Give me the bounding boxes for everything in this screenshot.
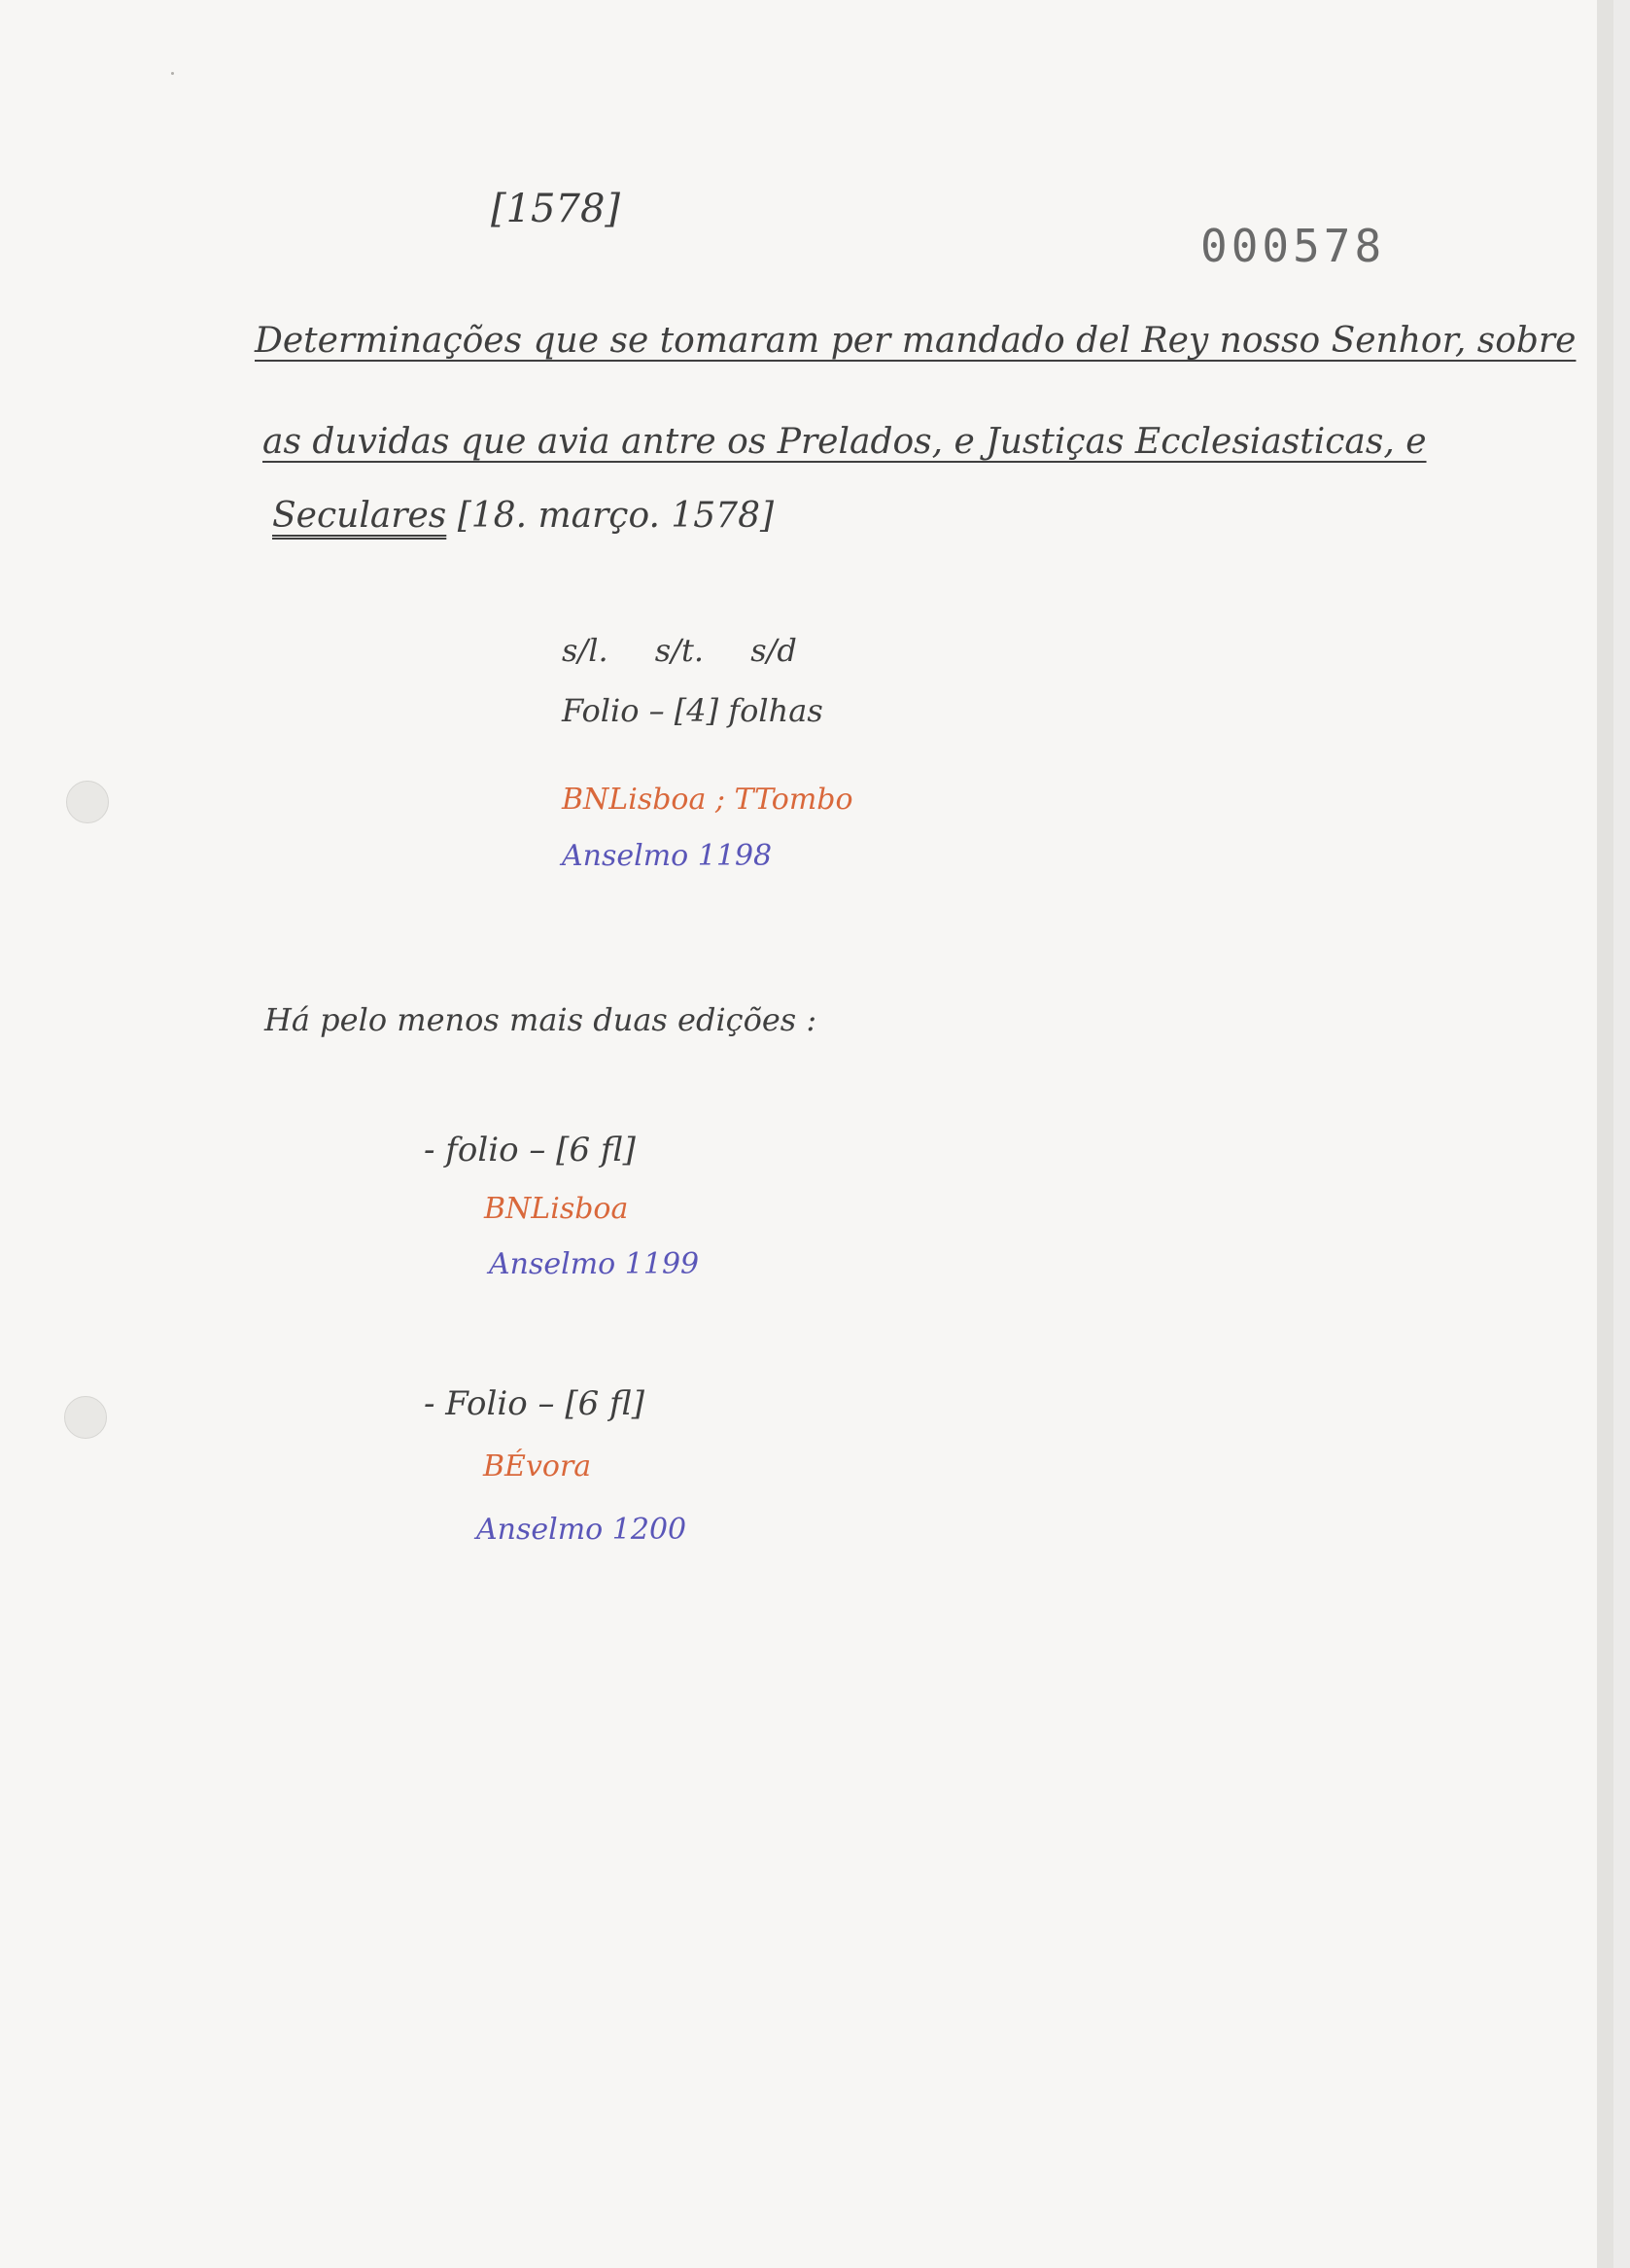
title-line-1: Determinações que se tomaram per mandado del Rey nosso Senhor, sobre	[255, 321, 1577, 361]
edition-format: - folio – [6 fl]	[424, 1131, 636, 1169]
year-bracket: [1578]	[491, 187, 621, 231]
stamp-number: 000578	[1200, 220, 1386, 272]
title-seculares: Seculares	[272, 496, 447, 536]
editions-note: Há pelo menos mais duas edições :	[264, 1001, 817, 1038]
bibliographic-reference: Anselmo 1198	[562, 839, 773, 873]
format-note: Folio – [4] folhas	[562, 692, 823, 729]
punch-hole	[64, 1396, 107, 1439]
title-line-2: as duvidas que avia antre os Prelados, e Justiças Ecclesiasticas, e	[262, 422, 1427, 462]
edition-library: BNLisboa	[484, 1192, 629, 1226]
edition-reference: Anselmo 1200	[476, 1513, 687, 1547]
library-holdings: BNLisboa ; TTombo	[562, 783, 853, 817]
imprint-note: s/l. s/t. s/d	[562, 632, 797, 669]
paper-speck	[171, 72, 174, 75]
title-date: [18. março. 1578]	[457, 496, 775, 536]
edition-reference: Anselmo 1199	[489, 1247, 700, 1281]
punch-hole	[66, 781, 109, 823]
edition-library: BÉvora	[483, 1449, 592, 1483]
edition-format: - Folio – [6 fl]	[424, 1384, 644, 1423]
page-edge	[1597, 0, 1613, 2268]
title-line-3	[272, 496, 774, 536]
